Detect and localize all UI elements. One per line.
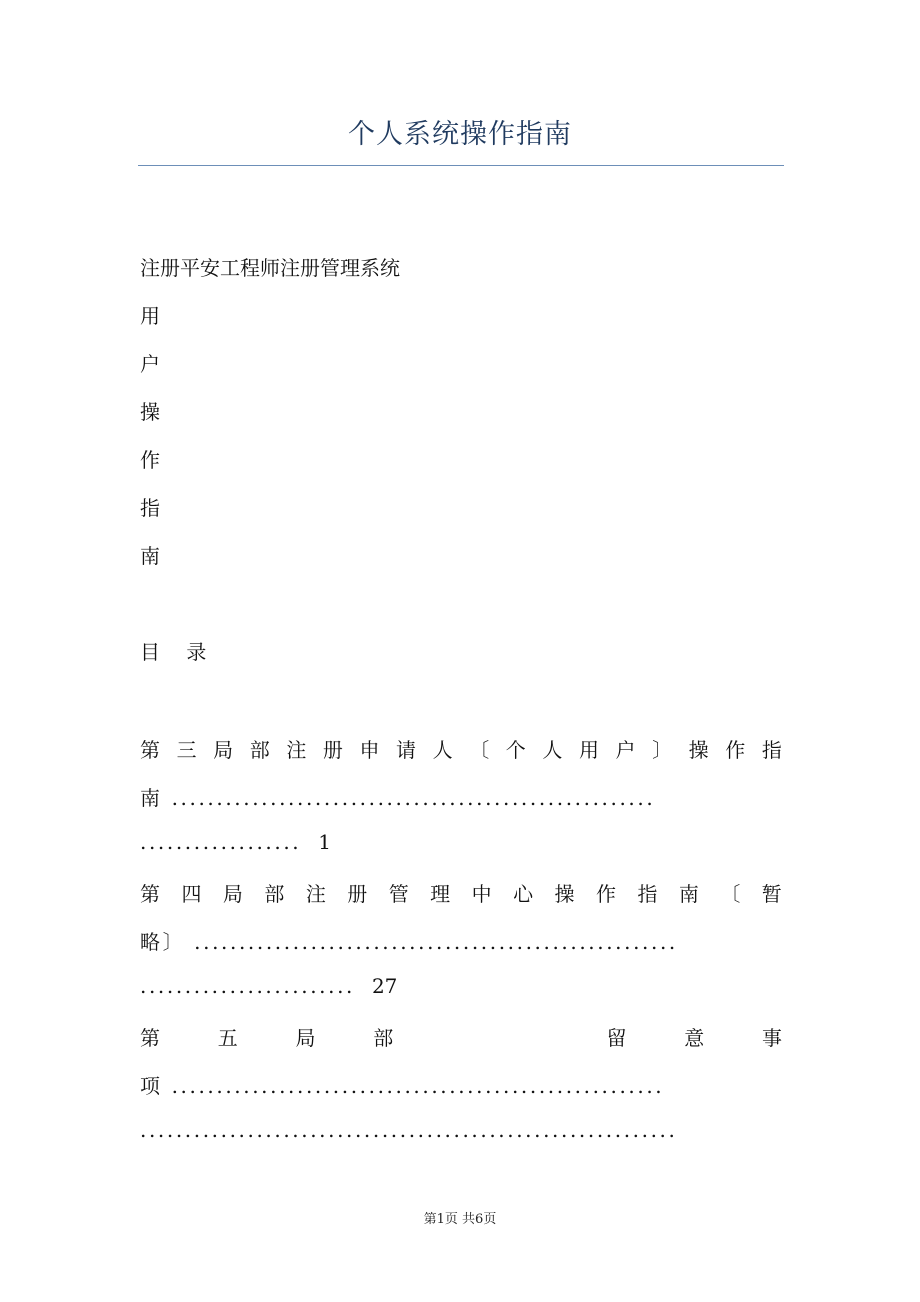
toc-gap — [529, 1022, 549, 1051]
toc-char: 事 — [762, 1026, 782, 1050]
toc-leader-dots: ............................................................ — [140, 1118, 678, 1142]
toc-entry-3-line3 — [140, 1118, 782, 1142]
toc-heading: 目 录 — [140, 640, 217, 664]
page-footer: 第1页 共6页 — [423, 1212, 497, 1227]
toc-char: 管 — [388, 882, 409, 906]
toc-char: 〔 — [469, 738, 490, 762]
toc-leader-dots: .................. — [140, 830, 302, 854]
vertical-title-char: 用 — [140, 304, 160, 328]
toc-char: 第 — [140, 882, 160, 906]
vertical-title-char: 南 — [140, 544, 160, 568]
toc-char: 局 — [222, 882, 243, 906]
toc-char: 部 — [264, 882, 285, 906]
toc-entry-1-line3 — [140, 830, 782, 854]
vertical-title-char: 指 — [140, 496, 160, 520]
toc-char: 指 — [637, 882, 658, 906]
toc-char: 人 — [432, 738, 453, 762]
toc-char: 四 — [181, 882, 202, 906]
toc-page-number: 1 — [318, 830, 331, 854]
toc-leader-dots: ....................................................... — [171, 1074, 665, 1098]
toc-char: 略〕 — [140, 930, 186, 954]
toc-page-number: 27 — [371, 974, 398, 998]
toc-char: 局 — [295, 1026, 316, 1050]
vertical-title-char: 操 — [140, 400, 160, 424]
toc-char: 局 — [213, 738, 234, 762]
toc-char: 户 — [615, 738, 636, 762]
toc-char: 南 — [678, 882, 699, 906]
toc-leader-dots: ........................ — [140, 974, 355, 998]
toc-char: 部 — [373, 1026, 394, 1050]
toc-char: 项 — [140, 1074, 163, 1098]
toc-char: 暂 — [761, 882, 782, 906]
toc-char: 部 — [249, 738, 270, 762]
toc-entry-3-line2 — [140, 1070, 782, 1099]
toc-char: 人 — [542, 738, 563, 762]
toc-char: 请 — [396, 738, 417, 762]
toc-char: 个 — [505, 738, 526, 762]
toc-char: 操 — [688, 738, 709, 762]
toc-char: 册 — [347, 882, 368, 906]
system-name: 注册平安工程师注册管理系统 — [140, 256, 400, 280]
toc-char: 中 — [471, 882, 492, 906]
toc-char: 第 — [140, 1026, 160, 1050]
toc-gap — [451, 1022, 471, 1051]
toc-char: 心 — [513, 882, 534, 906]
toc-char: 作 — [725, 738, 746, 762]
toc-char: 五 — [217, 1026, 238, 1050]
toc-leader-dots: ...................................................... — [171, 786, 656, 810]
vertical-title-char: 户 — [140, 352, 160, 376]
toc-char: 第 — [140, 738, 160, 762]
toc-char: 注 — [305, 882, 326, 906]
toc-char: 操 — [554, 882, 575, 906]
toc-entry-2-line2 — [140, 926, 782, 955]
toc-char: 作 — [595, 882, 616, 906]
toc-leader-dots: ...................................................... — [194, 930, 678, 954]
toc-char: 意 — [684, 1026, 705, 1050]
toc-char: 〔 — [720, 882, 741, 906]
toc-entry-1-line2 — [140, 782, 782, 811]
toc-char: 注 — [286, 738, 307, 762]
toc-char: 理 — [430, 882, 451, 906]
title-underline — [138, 165, 784, 166]
toc-char: 申 — [359, 738, 380, 762]
toc-char: 南 — [140, 786, 163, 810]
toc-char: 〕 — [652, 738, 673, 762]
toc-char: 册 — [322, 738, 343, 762]
toc-char: 指 — [761, 738, 782, 762]
toc-entry-2-line1[interactable] — [140, 878, 782, 907]
toc-char: 用 — [578, 738, 599, 762]
document-title: 个人系统操作指南 — [348, 119, 572, 150]
toc-char: 留 — [606, 1026, 627, 1050]
vertical-title-char: 作 — [140, 448, 160, 472]
toc-entry-2-line3 — [140, 974, 782, 998]
toc-char: 三 — [176, 738, 197, 762]
toc-entry-1-line1[interactable] — [140, 734, 782, 763]
toc-entry-3-line1[interactable] — [140, 1022, 782, 1051]
